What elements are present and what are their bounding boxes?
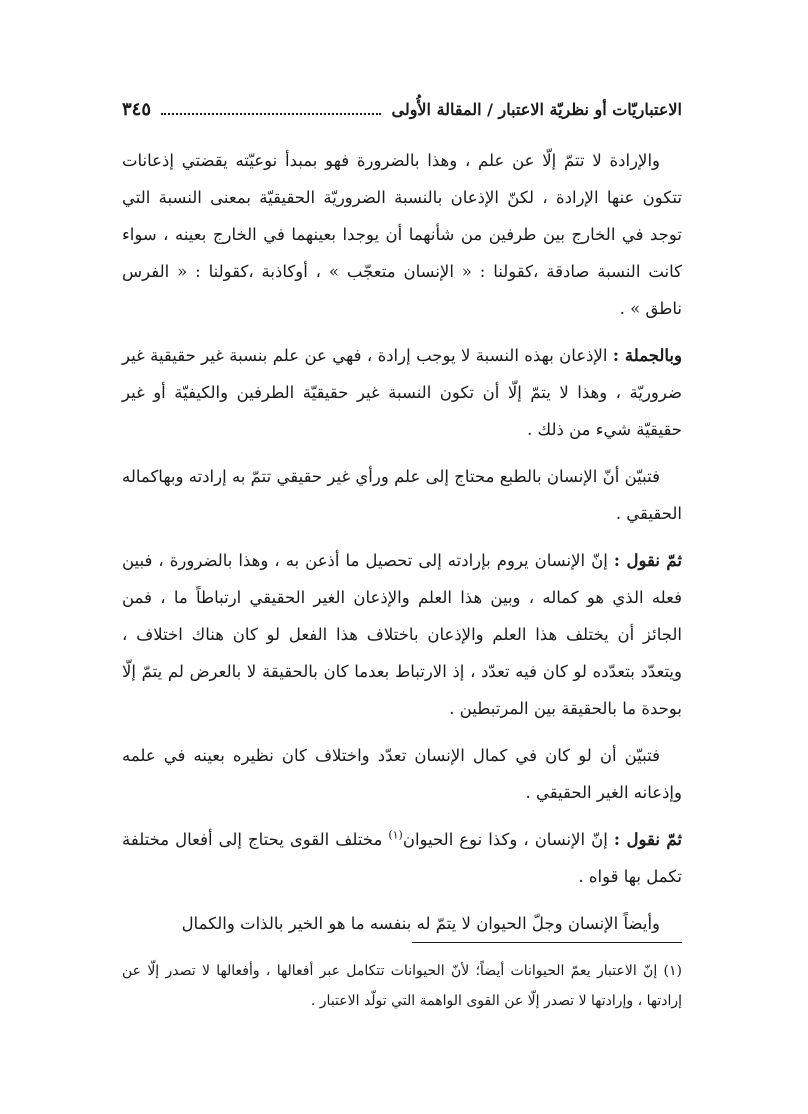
paragraph: [122, 542, 682, 727]
paragraph-text: وأيضاً الإنسان وجلّ الحيوان لا يتمّ له بنفسه ما هو الخير بالذات والكمال: [181, 914, 660, 933]
body-text: [122, 142, 682, 942]
footnotes: [122, 956, 682, 1016]
paragraph-lead-in: ثمّ نقول :: [613, 830, 682, 849]
paragraph-text: إنّ الإنسان ، وكذا نوع الحيوان: [402, 830, 614, 849]
footnote-item: [122, 956, 682, 1016]
footnote-number: (١): [663, 963, 682, 979]
paragraph: [122, 458, 682, 532]
paragraph-text: الإذعان بهذه النسبة لا يوجب إرادة ، فهي عن علم بنسبة غير حقيقية غير ضروريّة ، وهذا لا يتمّ إلّا أن تكون النسبة غير حقيقيّة الطرفين والكيفيّة أو غير حقيقيّة شيء من ذلك .: [122, 346, 682, 439]
page-header: [122, 92, 682, 126]
running-title: الاعتباريّات أو نظريّة الاعتبار / المقالة الأُولى: [391, 99, 682, 119]
book-page: [122, 92, 683, 1009]
footnote-marker[interactable]: (١): [388, 828, 403, 842]
paragraph-lead-in: ثمّ نقول :: [613, 551, 683, 570]
paragraph: [122, 905, 682, 942]
paragraph-text: فتبيّن أن لو كان في كمال الإنسان تعدّد واختلاف كان نظيره بعينه في علمه وإذعانه الغير الحقيقي .: [122, 746, 682, 802]
header-dot-leader: [161, 103, 381, 115]
paragraph-text: فتبيّن أنّ الإنسان بالطبع محتاج إلى علم ورأي غير حقيقي تتمّ به إرادته وبهاكماله الحقيقي .: [122, 467, 682, 523]
page-number: ٣٤٥: [122, 98, 152, 120]
paragraph-text: إنّ الإنسان يروم بإرادته إلى تحصيل ما أذعن به ، وهذا بالضرورة ، فبين فعله الذي هو كماله ، وبين هذا العلم والإذعان الغير الحقيقي ارتباطاً ما ، فمن الجائز أن يختلف هذا العلم والإذعان باختلاف هذا الفعل لو كان هناك اختلاف ، ويتعدّد بتعدّده لو كان فيه تعدّد ، إذ الارتباط بعدما كان بالحقيقة لا بالعرض لم يتمّ إلّا بوحدة ما بالحقيقة بين المرتبطين .: [122, 551, 682, 718]
paragraph-lead-in: وبالجملة :: [612, 346, 682, 365]
footnote-text: إنّ الاعتبار يعمّ الحيوانات أيضاً؛ لأنّ الحيوانات تتكامل عبر أفعالها ، وأفعالها لا تصدر إلّا عن إرادتها ، وإرادتها لا تصدر إلّا عن القوى الواهمة التي تولّد الاعتبار .: [122, 963, 682, 1009]
paragraph-text: والإرادة لا تتمّ إلّا عن علم ، وهذا بالضرورة فهو بمبدأ نوعيّته يقضتي إذعانات تتكون عنها الإرادة ، لكنّ الإذعان بالنسبة الضروريّة الحقيقيّة بمعنى النسبة التي توجد في الخارج بين طرفين من شأنهما أن يوجدا بعينهما في الخارج بعينه ، سواء كانت النسبة صادقة ،كقولنا : « الإنسان متعجّب » ، أوكاذبة ،كقولنا : « الفرس ناطق » .: [122, 151, 682, 318]
paragraph: [122, 337, 682, 448]
paragraph: [122, 142, 682, 327]
paragraph: [122, 737, 682, 811]
footnote-divider: [412, 942, 682, 943]
paragraph-text: مختلف القوى يحتاج إلى أفعال مختلفة تكمل بها قواه .: [122, 830, 682, 886]
paragraph: [122, 821, 682, 895]
